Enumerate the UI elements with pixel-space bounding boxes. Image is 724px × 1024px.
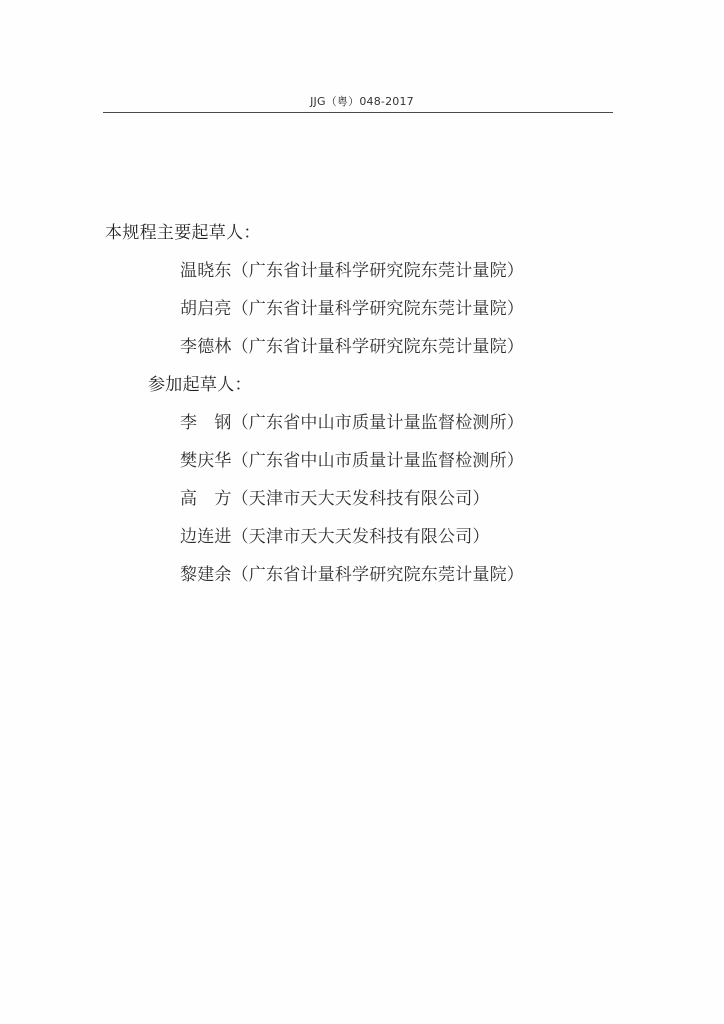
drafter-affiliation: （广东省中山市质量计量监督检测所） bbox=[231, 451, 525, 471]
participating-drafter-entry bbox=[180, 527, 490, 547]
drafter-name: 黎建余 bbox=[180, 565, 232, 585]
drafter-affiliation: （天津市天大天发科技有限公司） bbox=[231, 527, 490, 547]
main-drafter-entry bbox=[180, 337, 524, 357]
drafter-name: 温晓东 bbox=[180, 261, 232, 281]
drafter-name: 李德林 bbox=[180, 337, 232, 357]
header-divider bbox=[103, 112, 613, 113]
drafter-affiliation: （广东省计量科学研究院东莞计量院） bbox=[231, 565, 525, 585]
document-code-header: JJG（粤）048-2017 bbox=[310, 95, 414, 108]
drafter-name: 边连进 bbox=[180, 527, 232, 547]
main-drafter-entry bbox=[180, 299, 524, 319]
main-drafters-heading: 本规程主要起草人： bbox=[105, 223, 261, 243]
drafter-affiliation: （广东省计量科学研究院东莞计量院） bbox=[231, 299, 525, 319]
participating-drafter-entry bbox=[180, 413, 524, 433]
drafter-affiliation: （广东省计量科学研究院东莞计量院） bbox=[231, 261, 525, 281]
main-drafter-entry bbox=[180, 261, 524, 281]
participating-drafter-entry bbox=[180, 489, 490, 509]
participating-drafters-heading: 参加起草人： bbox=[148, 375, 252, 395]
drafter-name: 胡启亮 bbox=[180, 299, 232, 319]
drafter-name: 樊庆华 bbox=[180, 451, 232, 471]
participating-drafter-entry bbox=[180, 451, 524, 471]
drafter-affiliation: （广东省中山市质量计量监督检测所） bbox=[231, 413, 525, 433]
participating-drafter-entry bbox=[180, 565, 524, 585]
drafter-affiliation: （天津市天大天发科技有限公司） bbox=[231, 489, 490, 509]
drafter-name: 高 方 bbox=[180, 489, 232, 509]
drafter-name: 李 钢 bbox=[180, 413, 232, 433]
drafter-affiliation: （广东省计量科学研究院东莞计量院） bbox=[231, 337, 525, 357]
